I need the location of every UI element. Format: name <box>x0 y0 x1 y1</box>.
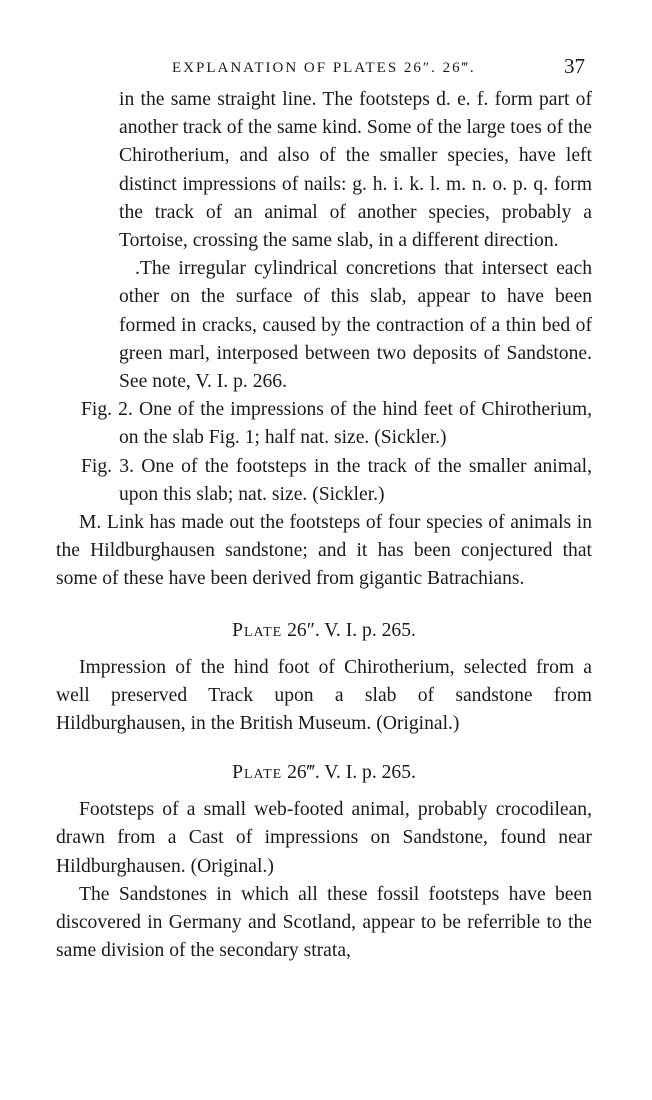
plate-26b-reference: 26″. V. I. p. 265. <box>287 619 416 641</box>
paragraph-link: M. Link has made out the footsteps of four species of animals in the Hildburghausen sandstone; and it has been conjectured that some of these have been derived from gigantic Batrachians. <box>56 512 592 590</box>
page-number: 37 <box>564 54 585 78</box>
paragraph-concretions: .The irregular cylindrical concretions that intersect each other on the surface of this slab, appear to have been formed in cracks, caused by the contraction of a thin bed of green marl, interposed between two deposits of Sandstone. See note, V. I. p. 266. <box>119 258 592 393</box>
page-body <box>56 86 592 965</box>
plate-26b-heading <box>56 617 592 645</box>
plate-26b-description: Impression of the hind foot of Chirotherium, selected from a well preserved Track upon a slab of sandstone from Hildburghausen, in the British Museum. (Original.) <box>56 656 592 735</box>
paragraph-sandstones: The Sandstones in which all these fossil footsteps have been discovered in Germany and Scotland, appear to be referrible to the same division of the secondary strata, <box>56 883 592 962</box>
plate-26c-heading <box>56 759 592 787</box>
plate-26c-reference: 26‴. V. I. p. 265. <box>287 762 416 784</box>
plate-26c-description: Footsteps of a small web-footed animal, probably crocodilean, drawn from a Cast of impressions on Sandstone, found near Hildburghausen. (Original.) <box>56 799 592 877</box>
running-head: EXPLANATION OF PLATES 26″. 26‴. <box>172 60 476 76</box>
paragraph-track-continuation: in the same straight line. The footsteps d. e. f. form part of another track of the same kind. Some of the large toes of the Chirotherium, and also of the smaller species, have left distinct impressions of nails: g. h. i. k. l. m. n. o. p. q. form the track of an animal of another species, probably a Tortoise, crossing the same slab, in a different direction. <box>119 89 592 252</box>
page-header <box>0 54 652 84</box>
plate-26c-label: Plate <box>232 762 283 784</box>
figure-caption-2: Fig. 2. One of the impressions of the hind feet of Chirotherium, on the slab Fig. 1; half nat. size. (Sickler.) <box>81 399 592 449</box>
figure-caption-3: Fig. 3. One of the footsteps in the track of the smaller animal, upon this slab; nat. size. (Sickler.) <box>81 455 592 505</box>
plate-26b-label: Plate <box>232 619 283 641</box>
